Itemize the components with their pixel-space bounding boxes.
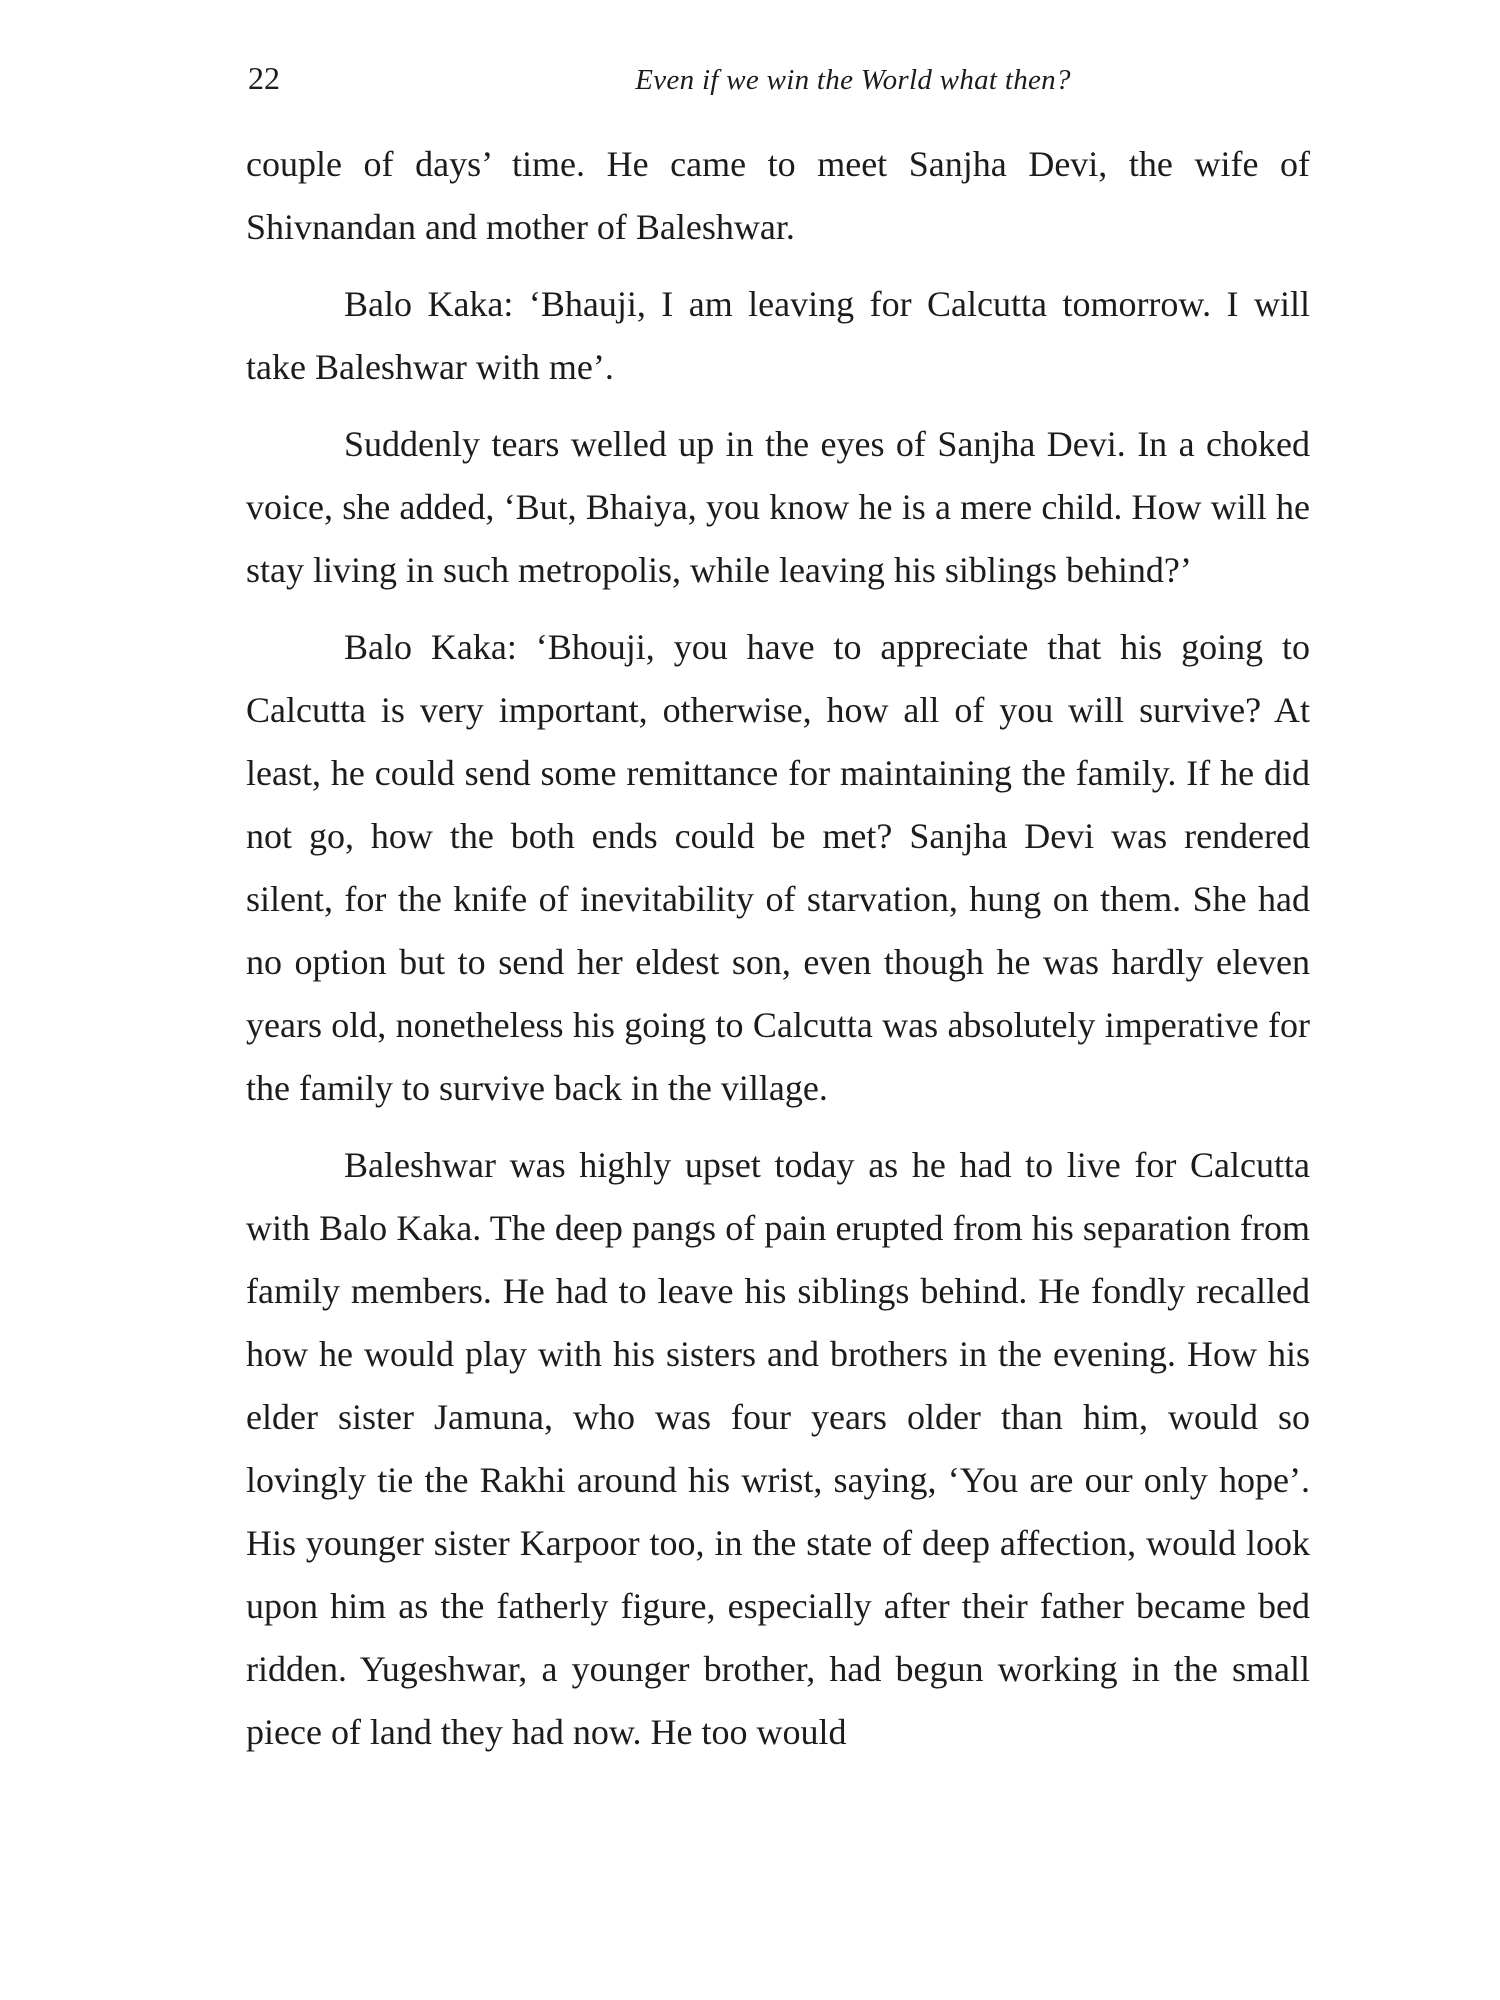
paragraph: Baleshwar was highly upset today as he had to live for Calcutta with Balo Kaka. The deep pangs of pain erupted from his separation from family members. He had to leave his siblings behind. He fondly recalled how he would play with his sisters and brothers in the evening. How his elder sister Jamuna, who was four years older than him, would so lovingly tie the Rakhi around his wrist, saying, ‘You are our only hope’. His younger sister Karpoor too, in the state of deep affection, would look upon him as the fatherly figure, especially after their father became bed ridden. Yugeshwar, a younger brother, had begun working in the small piece of land they had now. He too would <box>246 1145 1310 1752</box>
book-title: Even if we win the World what then? <box>635 64 1071 96</box>
page-number: 22 <box>248 60 280 96</box>
paragraph: couple of days’ time. He came to meet Sanjha Devi, the wife of Shivnandan and mother of Baleshwar. <box>246 144 1310 247</box>
body-text <box>246 133 1310 1778</box>
paragraph: Balo Kaka: ‘Bhauji, I am leaving for Calcutta tomorrow. I will take Baleshwar with me’. <box>246 284 1310 387</box>
paragraph: Suddenly tears welled up in the eyes of Sanjha Devi. In a choked voice, she added, ‘But, Bhaiya, you know he is a mere child. How will he stay living in such metropolis, while leaving his siblings behind?’ <box>246 424 1310 590</box>
paragraph: Balo Kaka: ‘Bhouji, you have to appreciate that his going to Calcutta is very important, otherwise, how all of you will survive? At least, he could send some remittance for maintaining the family. If he did not go, how the both ends could be met? Sanjha Devi was rendered silent, for the knife of inevitability of starvation, hung on them. She had no option but to send her eldest son, even though he was hardly eleven years old, nonetheless his going to Calcutta was absolutely imperative for the family to survive back in the village. <box>246 627 1310 1108</box>
running-head <box>248 56 1308 106</box>
